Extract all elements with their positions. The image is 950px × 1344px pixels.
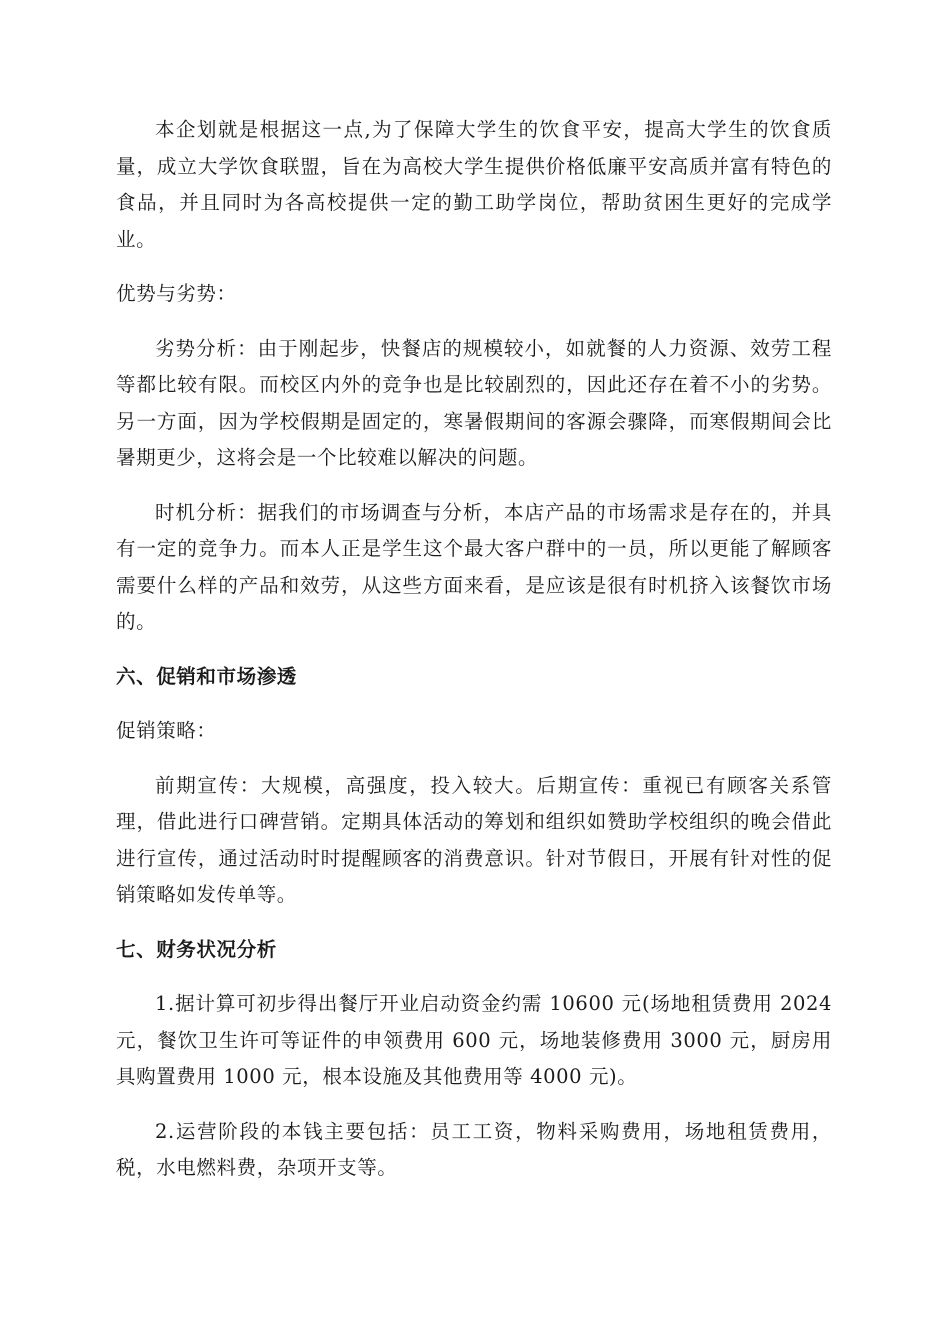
section-heading-finance: 七、财务状况分析 bbox=[116, 937, 277, 961]
paragraph-opportunity-analysis: 时机分析：据我们的市场调查与分析，本店产品的市场需求是存在的，并具有一定的竞争力。而本人正是学生这个最大客户群中的一员，所以更能了解顾客需要什么样的产品和效劳，从这些方面来看，是应该是很有时机挤入该餐饮市场的。 bbox=[116, 500, 832, 633]
paragraph-swot-heading: 优势与劣势： bbox=[116, 282, 237, 305]
paragraph-promotion-details: 前期宣传：大规模，高强度，投入较大。后期宣传：重视已有顾客关系管理，借此进行口碑营销。定期具体活动的筹划和组织如赞助学校组织的晚会借此进行宣传，通过活动时时提醒顾客的消费意识。针对节假日，开展有针对性的促销策略如发传单等。 bbox=[116, 773, 832, 906]
paragraph-operating-costs: 2.运营阶段的本钱主要包括：员工工资，物料采购费用，场地租赁费用，税，水电燃料费，杂项开支等。 bbox=[116, 1119, 832, 1179]
document-body bbox=[116, 112, 832, 1205]
paragraph-promotion-strategy-label: 促销策略： bbox=[116, 719, 217, 742]
paragraph-intro: 本企划就是根据这一点,为了保障大学生的饮食平安，提高大学生的饮食质量，成立大学饮食联盟，旨在为高校大学生提供价格低廉平安高质并富有特色的食品，并且同时为各高校提供一定的勤工助学岗位，帮助贫困生更好的完成学业。 bbox=[116, 118, 832, 251]
paragraph-startup-capital: 1.据计算可初步得出餐厅开业启动资金约需 10600 元(场地租赁费用 2024 元，餐饮卫生许可等证件的申领费用 600 元，场地装修费用 3000 元，厨房用具购置费用 1000 元，根本设施及其他费用等 4000 元)。 bbox=[116, 992, 832, 1088]
paragraph-weakness-analysis: 劣势分析：由于刚起步，快餐店的规模较小，如就餐的人力资源、效劳工程等都比较有限。而校区内外的竞争也是比较剧烈的，因此还存在着不小的劣势。另一方面，因为学校假期是固定的，寒暑假期间的客源会骤降，而寒假期间会比暑期更少，这将会是一个比较难以解决的问题。 bbox=[116, 336, 832, 469]
section-heading-promotion: 六、促销和市场渗透 bbox=[116, 664, 297, 688]
